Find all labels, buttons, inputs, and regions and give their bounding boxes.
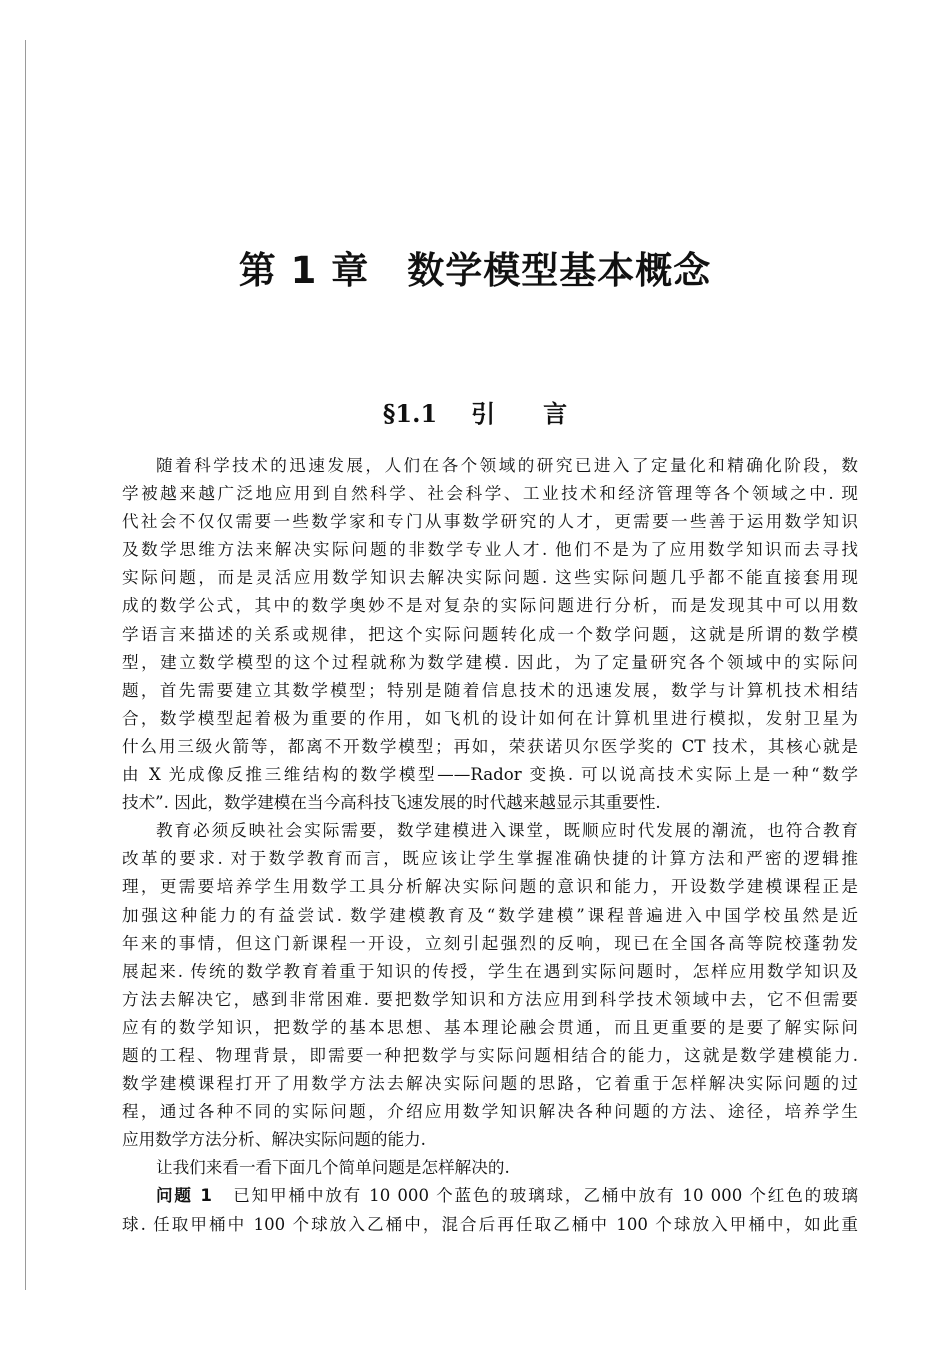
text-line: 教育必须反映社会实际需要，数学建模进入课堂，既顺应时代发展的潮流，也符合教育 — [156, 821, 858, 841]
text-line: 改革的要求. 对于数学教育而言，既应该让学生掌握准确快捷的计算方法和严密的逻辑推 — [122, 849, 858, 869]
problem-label: 问题 1 — [156, 1186, 212, 1206]
text-line: 成的数学公式，其中的数学奥妙不是对复杂的实际问题进行分析，而是发现其中可以用数 — [122, 596, 858, 616]
text-line: 加强这种能力的有益尝试. 数学建模教育及“数学建模”课程普遍进入中国学校虽然是近 — [122, 905, 858, 925]
chapter-name: 数学模型基本概念 — [407, 249, 712, 292]
section-title-char-1: 引 — [471, 399, 496, 428]
text-line: 实际问题，而是灵活应用数学知识去解决实际问题. 这些实际问题几乎都不能直接套用现 — [122, 568, 858, 588]
text-line: 应用数学方法分析、解决实际问题的能力. — [122, 1130, 426, 1150]
text-line: 合，数学模型起着极为重要的作用，如飞机的设计如何在计算机里进行模拟，发射卫星为 — [122, 708, 858, 728]
chapter-title — [0, 240, 950, 294]
text-line: 让我们来看一看下面几个简单问题是怎样解决的. — [156, 1158, 510, 1178]
text-line: 学被越来越广泛地应用到自然科学、社会科学、工业技术和经济管理等各个领域之中. 现 — [122, 484, 858, 504]
text-line: 代社会不仅仅需要一些数学家和专门从事数学研究的人才，更需要一些善于运用数学知识 — [122, 512, 858, 532]
text-line: 型，建立数学模型的这个过程就称为数学建模. 因此，为了定量研究各个领域中的实际问 — [122, 652, 858, 672]
problem-1-line-2: 球. 任取甲桶中 100 个球放入乙桶中，混合后再任取乙桶中 100 个球放入甲桶中，如此重 — [122, 1214, 858, 1234]
problem-1-line-1 — [122, 1182, 858, 1210]
section-number: §1.1 — [382, 399, 438, 428]
section-title — [0, 394, 950, 429]
text-line: 理，更需要培养学生用数学工具分析解决实际问题的意识和能力，开设数学建模课程正是 — [122, 877, 858, 897]
text-line: 展起来. 传统的数学教育着重于知识的传授，学生在遇到实际问题时，怎样应用数学知识及 — [122, 961, 858, 981]
text-line: 学语言来描述的关系或规律，把这个实际问题转化成一个数学问题，这就是所谓的数学模 — [122, 624, 858, 644]
problem-text: 已知甲桶中放有 10 000 个蓝色的玻璃球，乙桶中放有 10 000 个红色的玻璃 — [233, 1186, 858, 1206]
text-line: 数学建模课程打开了用数学方法去解决实际问题的思路，它着重于怎样解决实际问题的过 — [122, 1074, 858, 1094]
text-line: 题，首先需要建立其数学模型；特别是随着信息技术的迅速发展，数学与计算机技术相结 — [122, 680, 858, 700]
text-line: 什么用三级火箭等，都离不开数学模型；再如，荣获诺贝尔医学奖的 CT 技术，其核心就是 — [122, 736, 858, 756]
section-title-char-2: 言 — [543, 399, 568, 428]
text-line: 随着科学技术的迅速发展，人们在各个领域的研究已进入了定量化和精确化阶段，数 — [156, 456, 858, 475]
text-line: 由 X 光成像反推三维结构的数学模型——Rador 变换. 可以说高技术实际上是一种“数学 — [122, 765, 858, 785]
body-text — [122, 452, 858, 1239]
text-line: 及数学思维方法来解决实际问题的非数学专业人才. 他们不是为了应用数学知识而去寻找 — [122, 540, 858, 560]
text-line: 方法去解决它，感到非常困难. 要把数学知识和方法应用到科学技术领域中去，它不但需要 — [122, 989, 858, 1009]
text-line: 年来的事情，但这门新课程一开设，立刻引起强烈的反响，现已在全国各高等院校蓬勃发 — [122, 933, 858, 953]
text-line: 技术”. 因此，数学建模在当今高科技飞速发展的时代越来越显示其重要性. — [122, 793, 661, 813]
chapter-label: 第 1 章 — [238, 249, 370, 292]
text-line: 应有的数学知识，把数学的基本思想、基本理论融会贯通，而且更重要的是要了解实际问 — [122, 1017, 858, 1037]
page-binding-line — [25, 40, 26, 1290]
text-line: 题的工程、物理背景，即需要一种把数学与实际问题相结合的能力，这就是数学建模能力. — [122, 1045, 858, 1065]
text-line: 程，通过各种不同的实际问题，介绍应用数学知识解决各种问题的方法、途径，培养学生 — [122, 1102, 858, 1122]
